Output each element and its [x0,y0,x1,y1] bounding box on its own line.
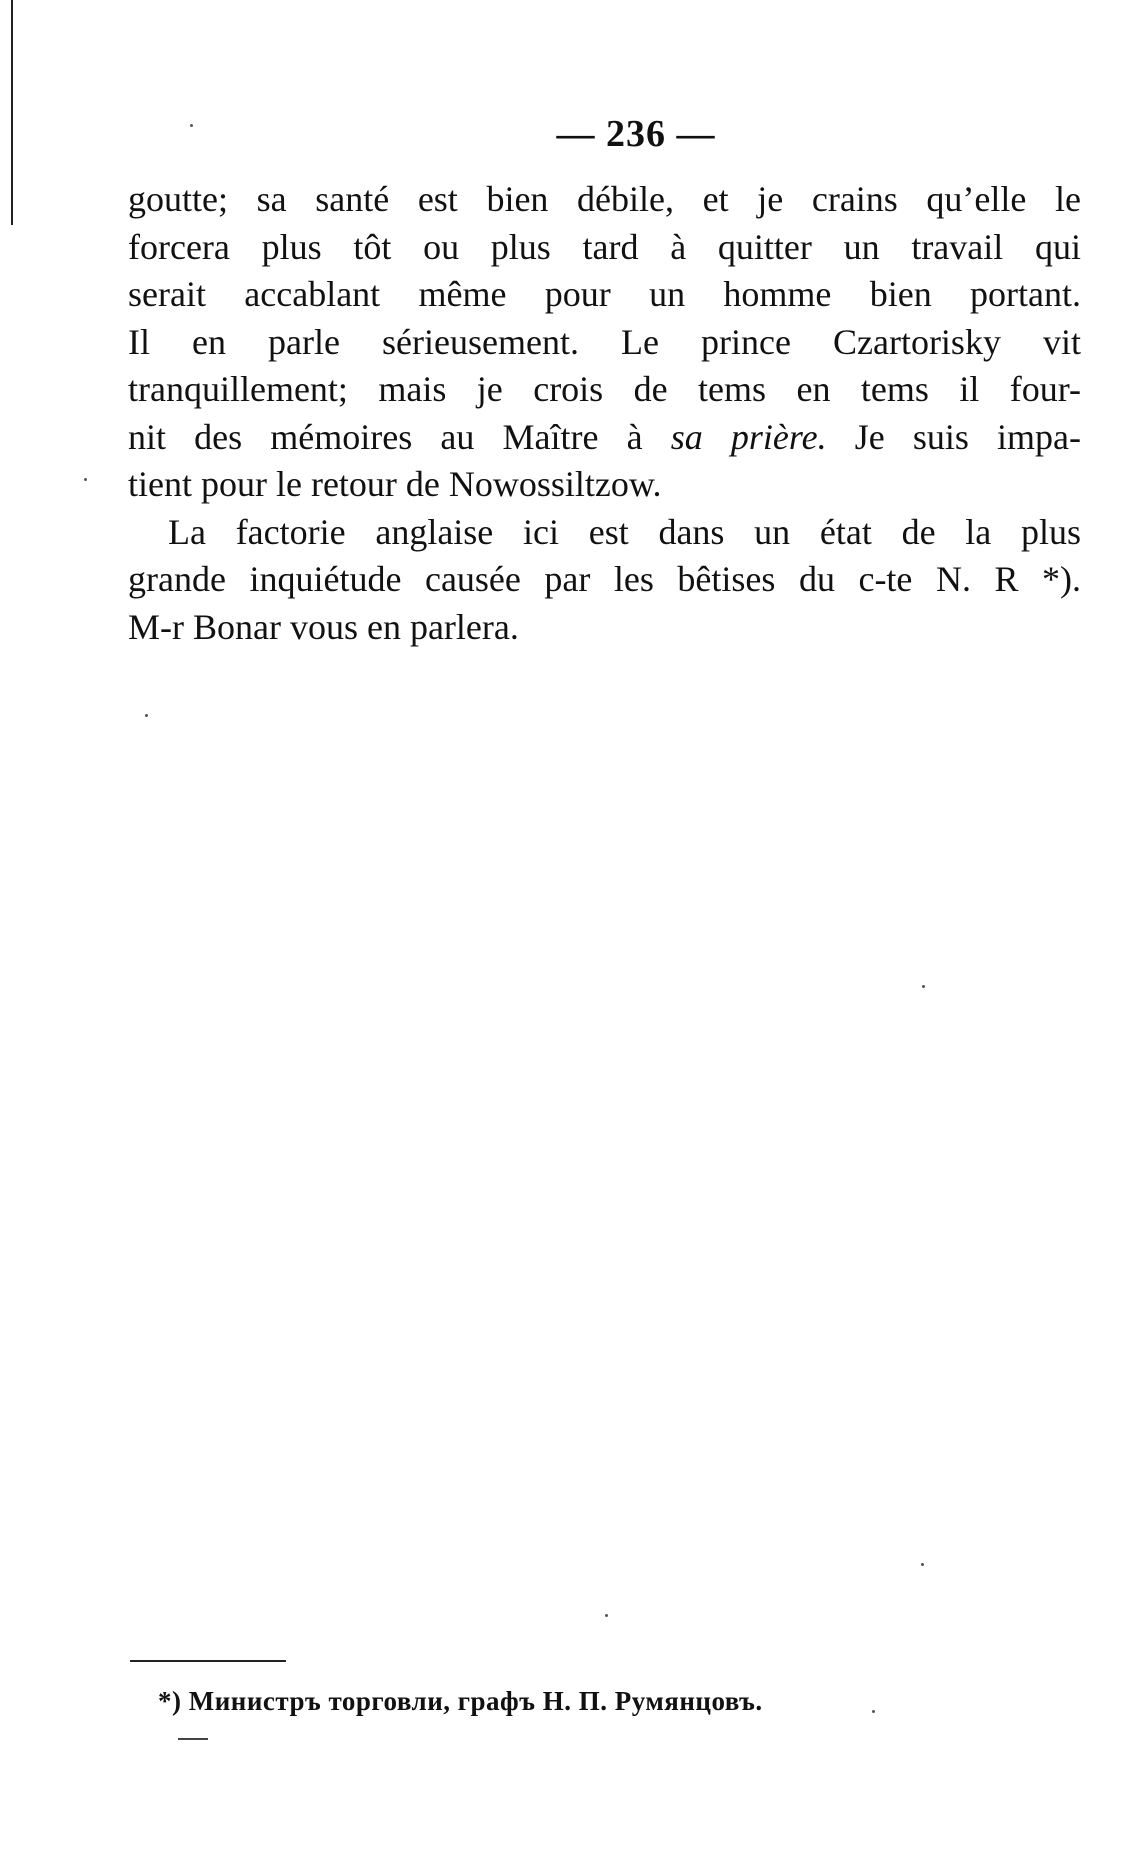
body-text [128,176,1081,651]
italic-phrase: sa prière. [670,416,827,457]
scan-speck [145,714,148,717]
text-line: goutte; sa santé est bien débile, et je crains qu’elle le [128,179,1081,219]
text-line-with-italic [128,414,1081,462]
text-line: grande inquiétude causée par les bêtises du c-te N. R *). [128,559,1081,599]
scan-speck [922,985,925,988]
scan-speck [872,1710,875,1713]
text-line: tranquillement; mais je crois de tems en tems il four- [128,369,1081,409]
footnote-dash-mark [178,1738,208,1740]
scan-speck [84,478,87,481]
footnote: *) Министръ торговли, графъ Н. П. Румянцовъ. [158,1686,763,1716]
scan-speck [921,1563,924,1566]
paragraph-2 [128,509,1081,652]
text-segment: nit des mémoires au Maître à [128,416,671,457]
page-number: — 236 — [556,113,716,155]
footnote-divider [130,1660,286,1662]
scan-speck [605,1614,608,1617]
scan-speck [190,124,193,127]
text-line: Il en parle sérieusement. Le prince Czartorisky vit [128,321,1081,362]
text-line: serait accablant même pour un homme bien portant. [128,274,1081,314]
text-line: forcera plus tôt ou plus tard à quitter un travail qui [128,226,1081,267]
text-line: M-r Bonar vous en parlera. [128,606,519,647]
text-line: La factorie anglaise ici est dans un état de la plus [168,511,1081,552]
paragraph-1 [128,176,1081,509]
text-line: tient pour le retour de Nowossiltzow. [128,464,662,504]
text-segment: Je suis impa- [826,416,1082,457]
